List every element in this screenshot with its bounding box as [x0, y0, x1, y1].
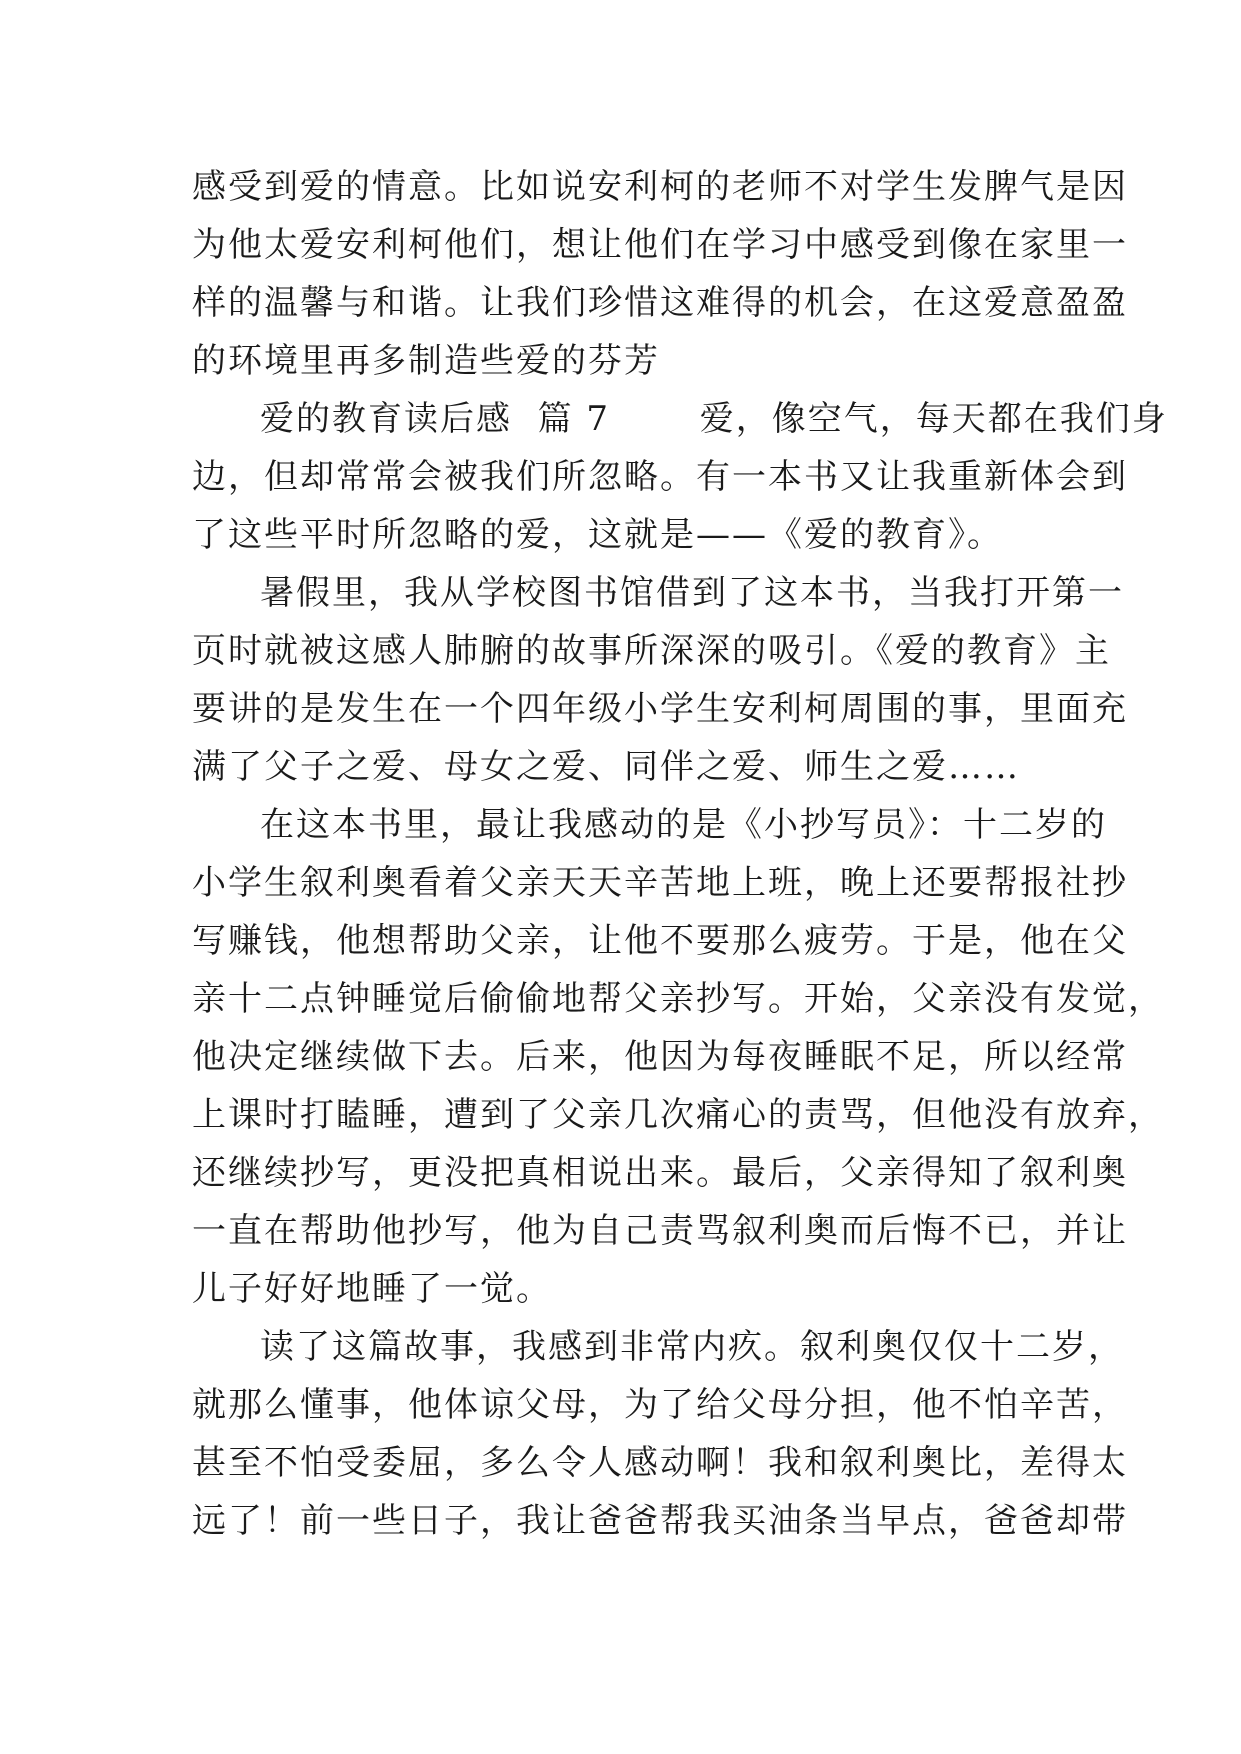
body-text: [192, 158, 1168, 1550]
text-line: 的环境里再多制造些爱的芬芳: [192, 341, 660, 381]
text-line: 就那么懂事，他体谅父母，为了给父母分担，他不怕辛苦，: [192, 1385, 1128, 1425]
text-line: 写赚钱，他想帮助父亲，让他不要那么疲劳。于是，他在父: [192, 921, 1128, 961]
text-line: 为他太爱安利柯他们，想让他们在学习中感受到像在家里一: [192, 225, 1128, 265]
text-line: 读了这篇故事，我感到非常内疚。叙利奥仅仅十二岁，: [260, 1327, 1124, 1367]
text-line: 甚至不怕受委屈，多么令人感动啊！我和叙利奥比，差得太: [192, 1443, 1128, 1483]
text-line: 上课时打瞌睡，遭到了父亲几次痛心的责骂，但他没有放弃，: [192, 1095, 1164, 1135]
text-line: 页时就被这感人肺腑的故事所深深的吸引。《爱的教育》主: [192, 631, 1111, 671]
paragraph-1: [192, 158, 1128, 390]
paragraph-3: [192, 564, 1128, 796]
text-line: 亲十二点钟睡觉后偷偷地帮父亲抄写。开始，父亲没有发觉，: [192, 979, 1164, 1019]
text-line: 小学生叙利奥看着父亲天天辛苦地上班，晚上还要帮报社抄: [192, 863, 1128, 903]
text-line: 边，但却常常会被我们所忽略。有一本书又让我重新体会到: [192, 457, 1128, 497]
text-line: 还继续抄写，更没把真相说出来。最后，父亲得知了叙利奥: [192, 1153, 1128, 1193]
text-line: 了这些平时所忽略的爱，这就是——《爱的教育》。: [192, 515, 1003, 555]
text-line: 在这本书里，最让我感动的是《小抄写员》：十二岁的: [260, 805, 1107, 845]
text-line: 满了父子之爱、母女之爱、同伴之爱、师生之爱……: [192, 747, 1020, 787]
text-line: 远了！前一些日子，我让爸爸帮我买油条当早点，爸爸却带: [192, 1501, 1128, 1541]
text-line: 感受到爱的情意。比如说安利柯的老师不对学生发脾气是因: [192, 167, 1128, 207]
paragraph-5: [192, 1318, 1128, 1550]
text-line: 暑假里，我从学校图书馆借到了这本书，当我打开第一: [260, 573, 1124, 613]
text-line: 他决定继续做下去。后来，他因为每夜睡眠不足，所以经常: [192, 1037, 1128, 1077]
text-line: 一直在帮助他抄写，他为自己责骂叙利奥而后悔不已，并让: [192, 1211, 1128, 1251]
text-line: 儿子好好地睡了一觉。: [192, 1269, 552, 1309]
paragraph-2: [192, 390, 1168, 564]
text-line: 要讲的是发生在一个四年级小学生安利柯周围的事，里面充: [192, 689, 1128, 729]
paragraph-4: [192, 796, 1164, 1318]
text-line: 样的温馨与和谐。让我们珍惜这难得的机会，在这爱意盈盈: [192, 283, 1128, 323]
text-line: 爱的教育读后感 篇 7 爱，像空气，每天都在我们身: [260, 399, 1168, 439]
